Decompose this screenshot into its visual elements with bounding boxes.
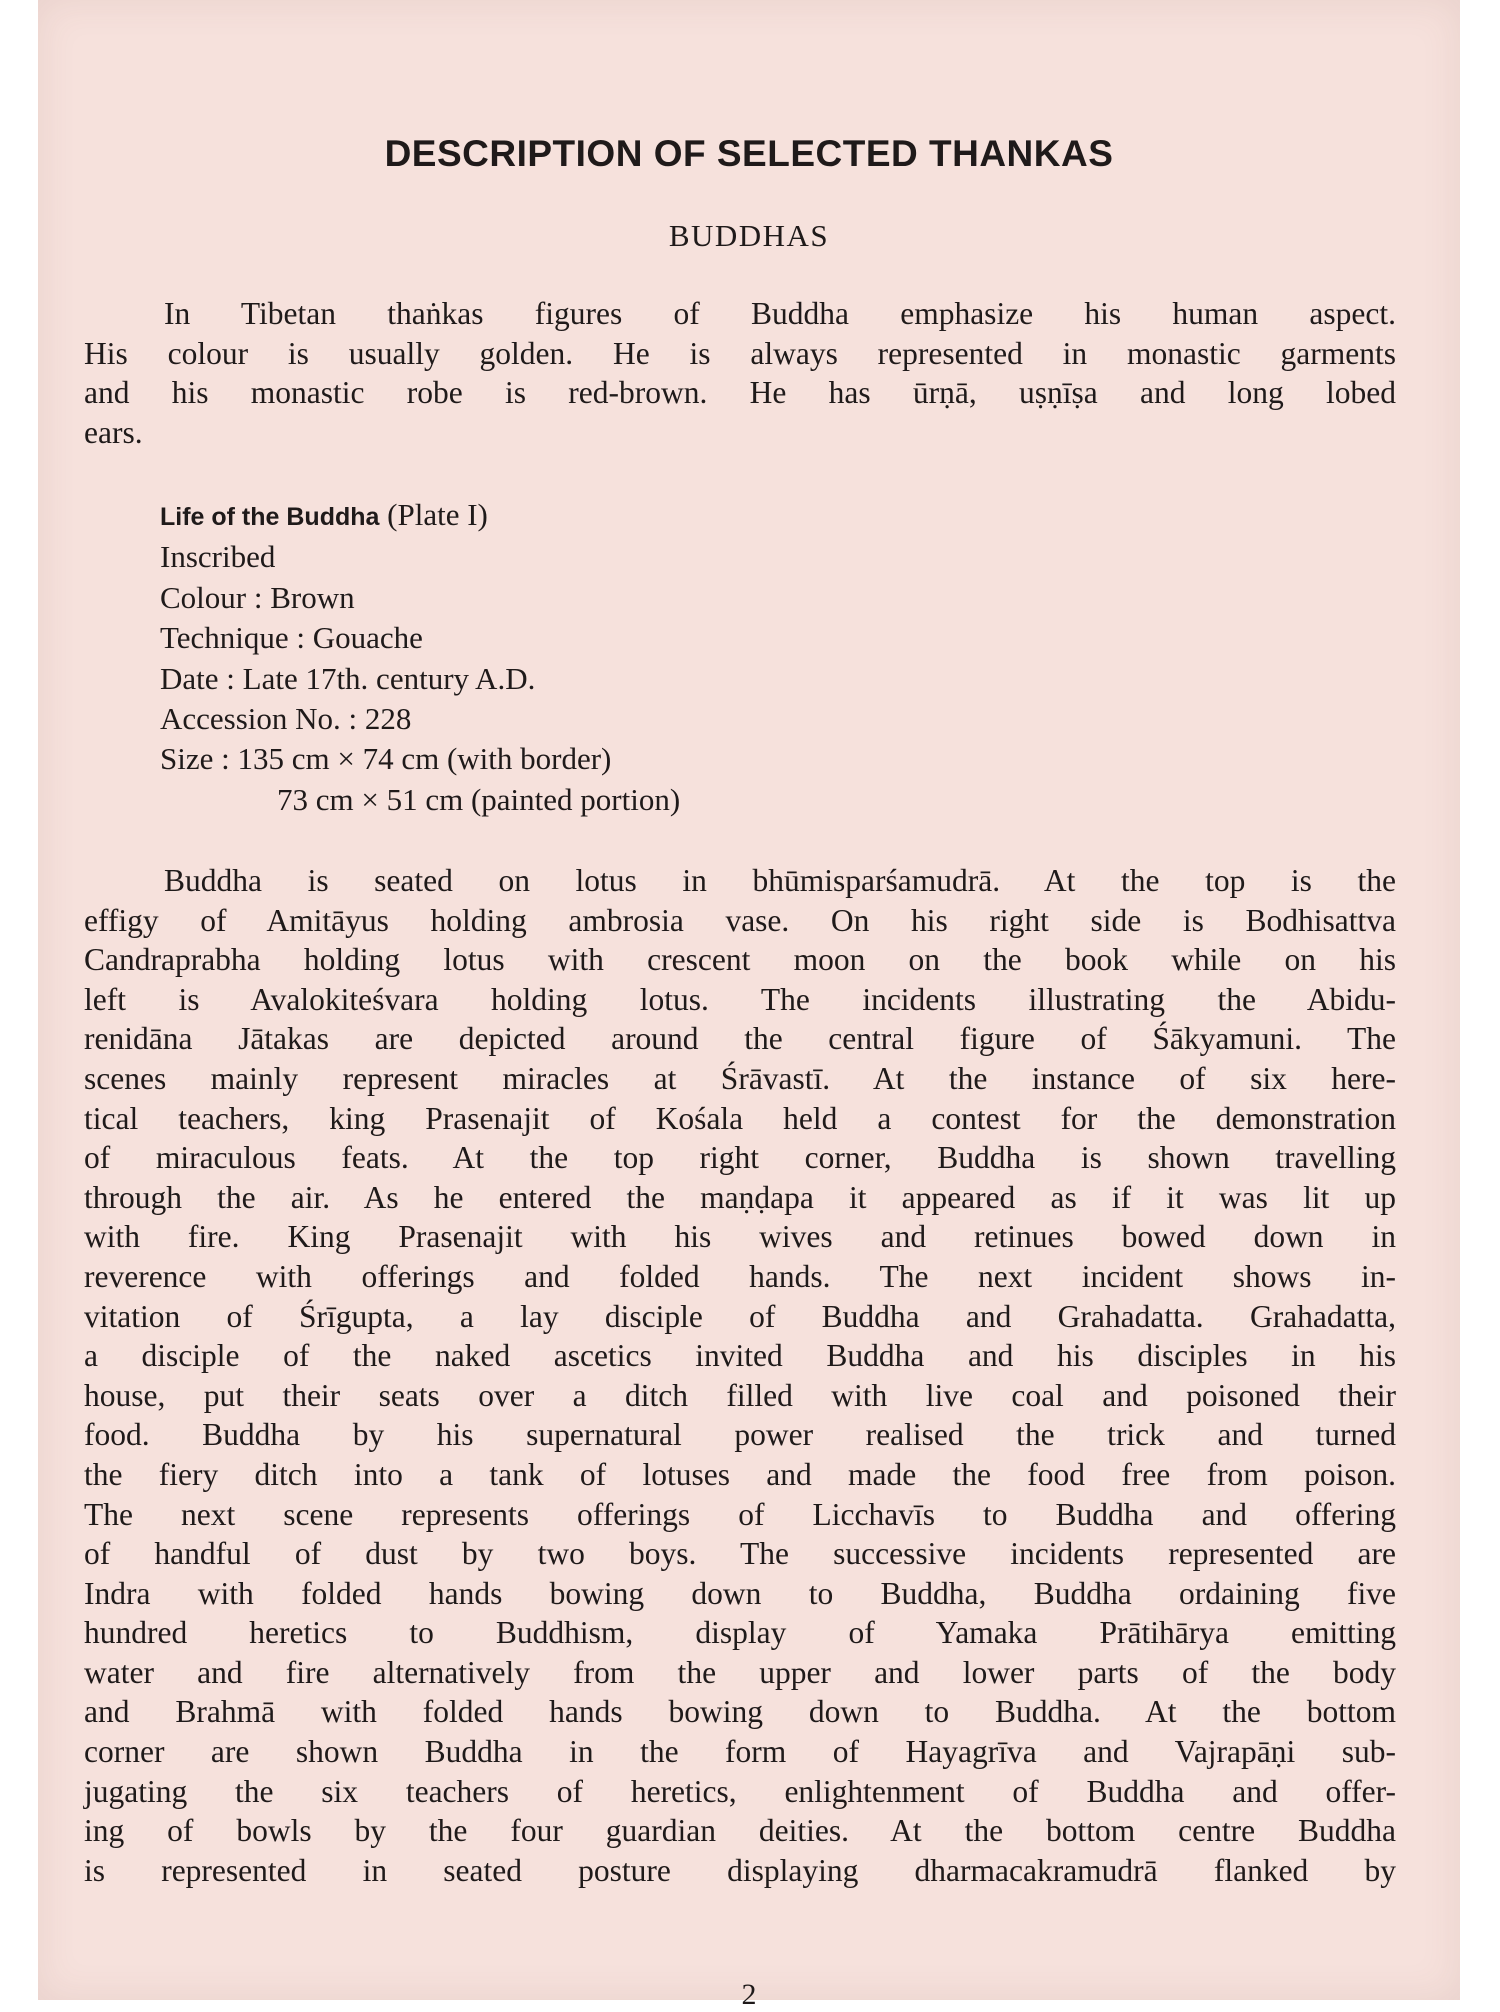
plate-colour: Colour : Brown	[160, 579, 355, 615]
page-number: 2	[741, 1978, 757, 2011]
body-line: and Brahmā with folded hands bowing down to Buddha. At the bottom	[84, 1694, 1396, 1730]
plate-size: Size : 135 cm × 74 cm (with border)	[160, 741, 612, 777]
plate-reference: (Plate I)	[387, 497, 488, 532]
plate-name: Life of the Buddha	[160, 503, 380, 531]
intro-line: In Tibetan thaṅkas figures of Buddha emphasize his human aspect.	[164, 296, 1396, 331]
body-line: of miraculous feats. At the top right corner, Buddha is shown travelling	[84, 1140, 1396, 1176]
body-line: ing of bowls by the four guardian deities. At the bottom centre Buddha	[84, 1813, 1396, 1849]
plate-inscribed: Inscribed	[160, 539, 276, 575]
intro-line: ears.	[84, 414, 143, 450]
body-line: The next scene represents offerings of Licchavīs to Buddha and offering	[84, 1496, 1396, 1532]
body-line: reverence with offerings and folded hands. The next incident shows in-	[84, 1258, 1396, 1294]
plate-accession: Accession No. : 228	[160, 701, 412, 737]
body-line: of handful of dust by two boys. The successive incidents represented are	[84, 1536, 1396, 1572]
body-line: Indra with folded hands bowing down to Buddha, Buddha ordaining five	[84, 1575, 1396, 1611]
intro-line: and his monastic robe is red-brown. He has ūrṇā, uṣṇīṣa and long lobed	[84, 375, 1396, 411]
description-paragraph	[84, 861, 1396, 1890]
section-heading: BUDDHAS	[668, 218, 830, 253]
plate-technique: Technique : Gouache	[160, 620, 423, 656]
plate-details	[160, 495, 680, 820]
body-line: is represented in seated posture displaying dharmacakramudrā flanked by	[84, 1852, 1396, 1888]
body-line: corner are shown Buddha in the form of Hayagrīva and Vajrapāṇi sub-	[84, 1734, 1396, 1770]
page-title: DESCRIPTION OF SELECTED THANKAS	[384, 133, 1114, 174]
body-line: Buddha is seated on lotus in bhūmisparśamudrā. At the top is the	[164, 863, 1396, 898]
body-line: a disciple of the naked ascetics invited Buddha and his disciples in his	[84, 1338, 1396, 1374]
body-line: the fiery ditch into a tank of lotuses and made the food free from poison.	[84, 1456, 1396, 1492]
body-line: left is Avalokiteśvara holding lotus. The incidents illustrating the Abidu-	[84, 981, 1396, 1017]
intro-line: His colour is usually golden. He is always represented in monastic garments	[84, 335, 1396, 371]
plate-size-painted: 73 cm × 51 cm (painted portion)	[277, 781, 681, 817]
body-line: scenes mainly represent miracles at Śrāvastī. At the instance of six here-	[84, 1060, 1396, 1096]
body-line: Candraprabha holding lotus with crescent moon on the book while on his	[84, 942, 1396, 978]
body-line: jugating the six teachers of heretics, enlightenment of Buddha and offer-	[84, 1773, 1396, 1809]
plate-date: Date : Late 17th. century A.D.	[160, 660, 536, 696]
book-page	[38, 0, 1460, 2011]
body-line: with fire. King Prasenajit with his wives and retinues bowed down in	[84, 1219, 1396, 1255]
body-line: tical teachers, king Prasenajit of Kośala held a contest for the demonstration	[84, 1100, 1396, 1136]
body-line: vitation of Śrīgupta, a lay disciple of Buddha and Grahadatta. Grahadatta,	[84, 1298, 1396, 1334]
body-line: renidāna Jātakas are depicted around the central figure of Śākyamuni. The	[84, 1021, 1396, 1057]
plate-heading	[160, 495, 680, 537]
body-line: house, put their seats over a ditch filled with live coal and poisoned their	[84, 1377, 1396, 1413]
body-line: water and fire alternatively from the upper and lower parts of the body	[84, 1654, 1396, 1690]
body-line: hundred heretics to Buddhism, display of Yamaka Prātihārya emitting	[84, 1615, 1396, 1651]
body-line: food. Buddha by his supernatural power realised the trick and turned	[84, 1417, 1396, 1453]
body-line: through the air. As he entered the maṇḍapa it appeared as if it was lit up	[84, 1179, 1396, 1215]
body-line: effigy of Amitāyus holding ambrosia vase. On his right side is Bodhisattva	[84, 902, 1396, 938]
intro-paragraph	[84, 294, 1396, 452]
